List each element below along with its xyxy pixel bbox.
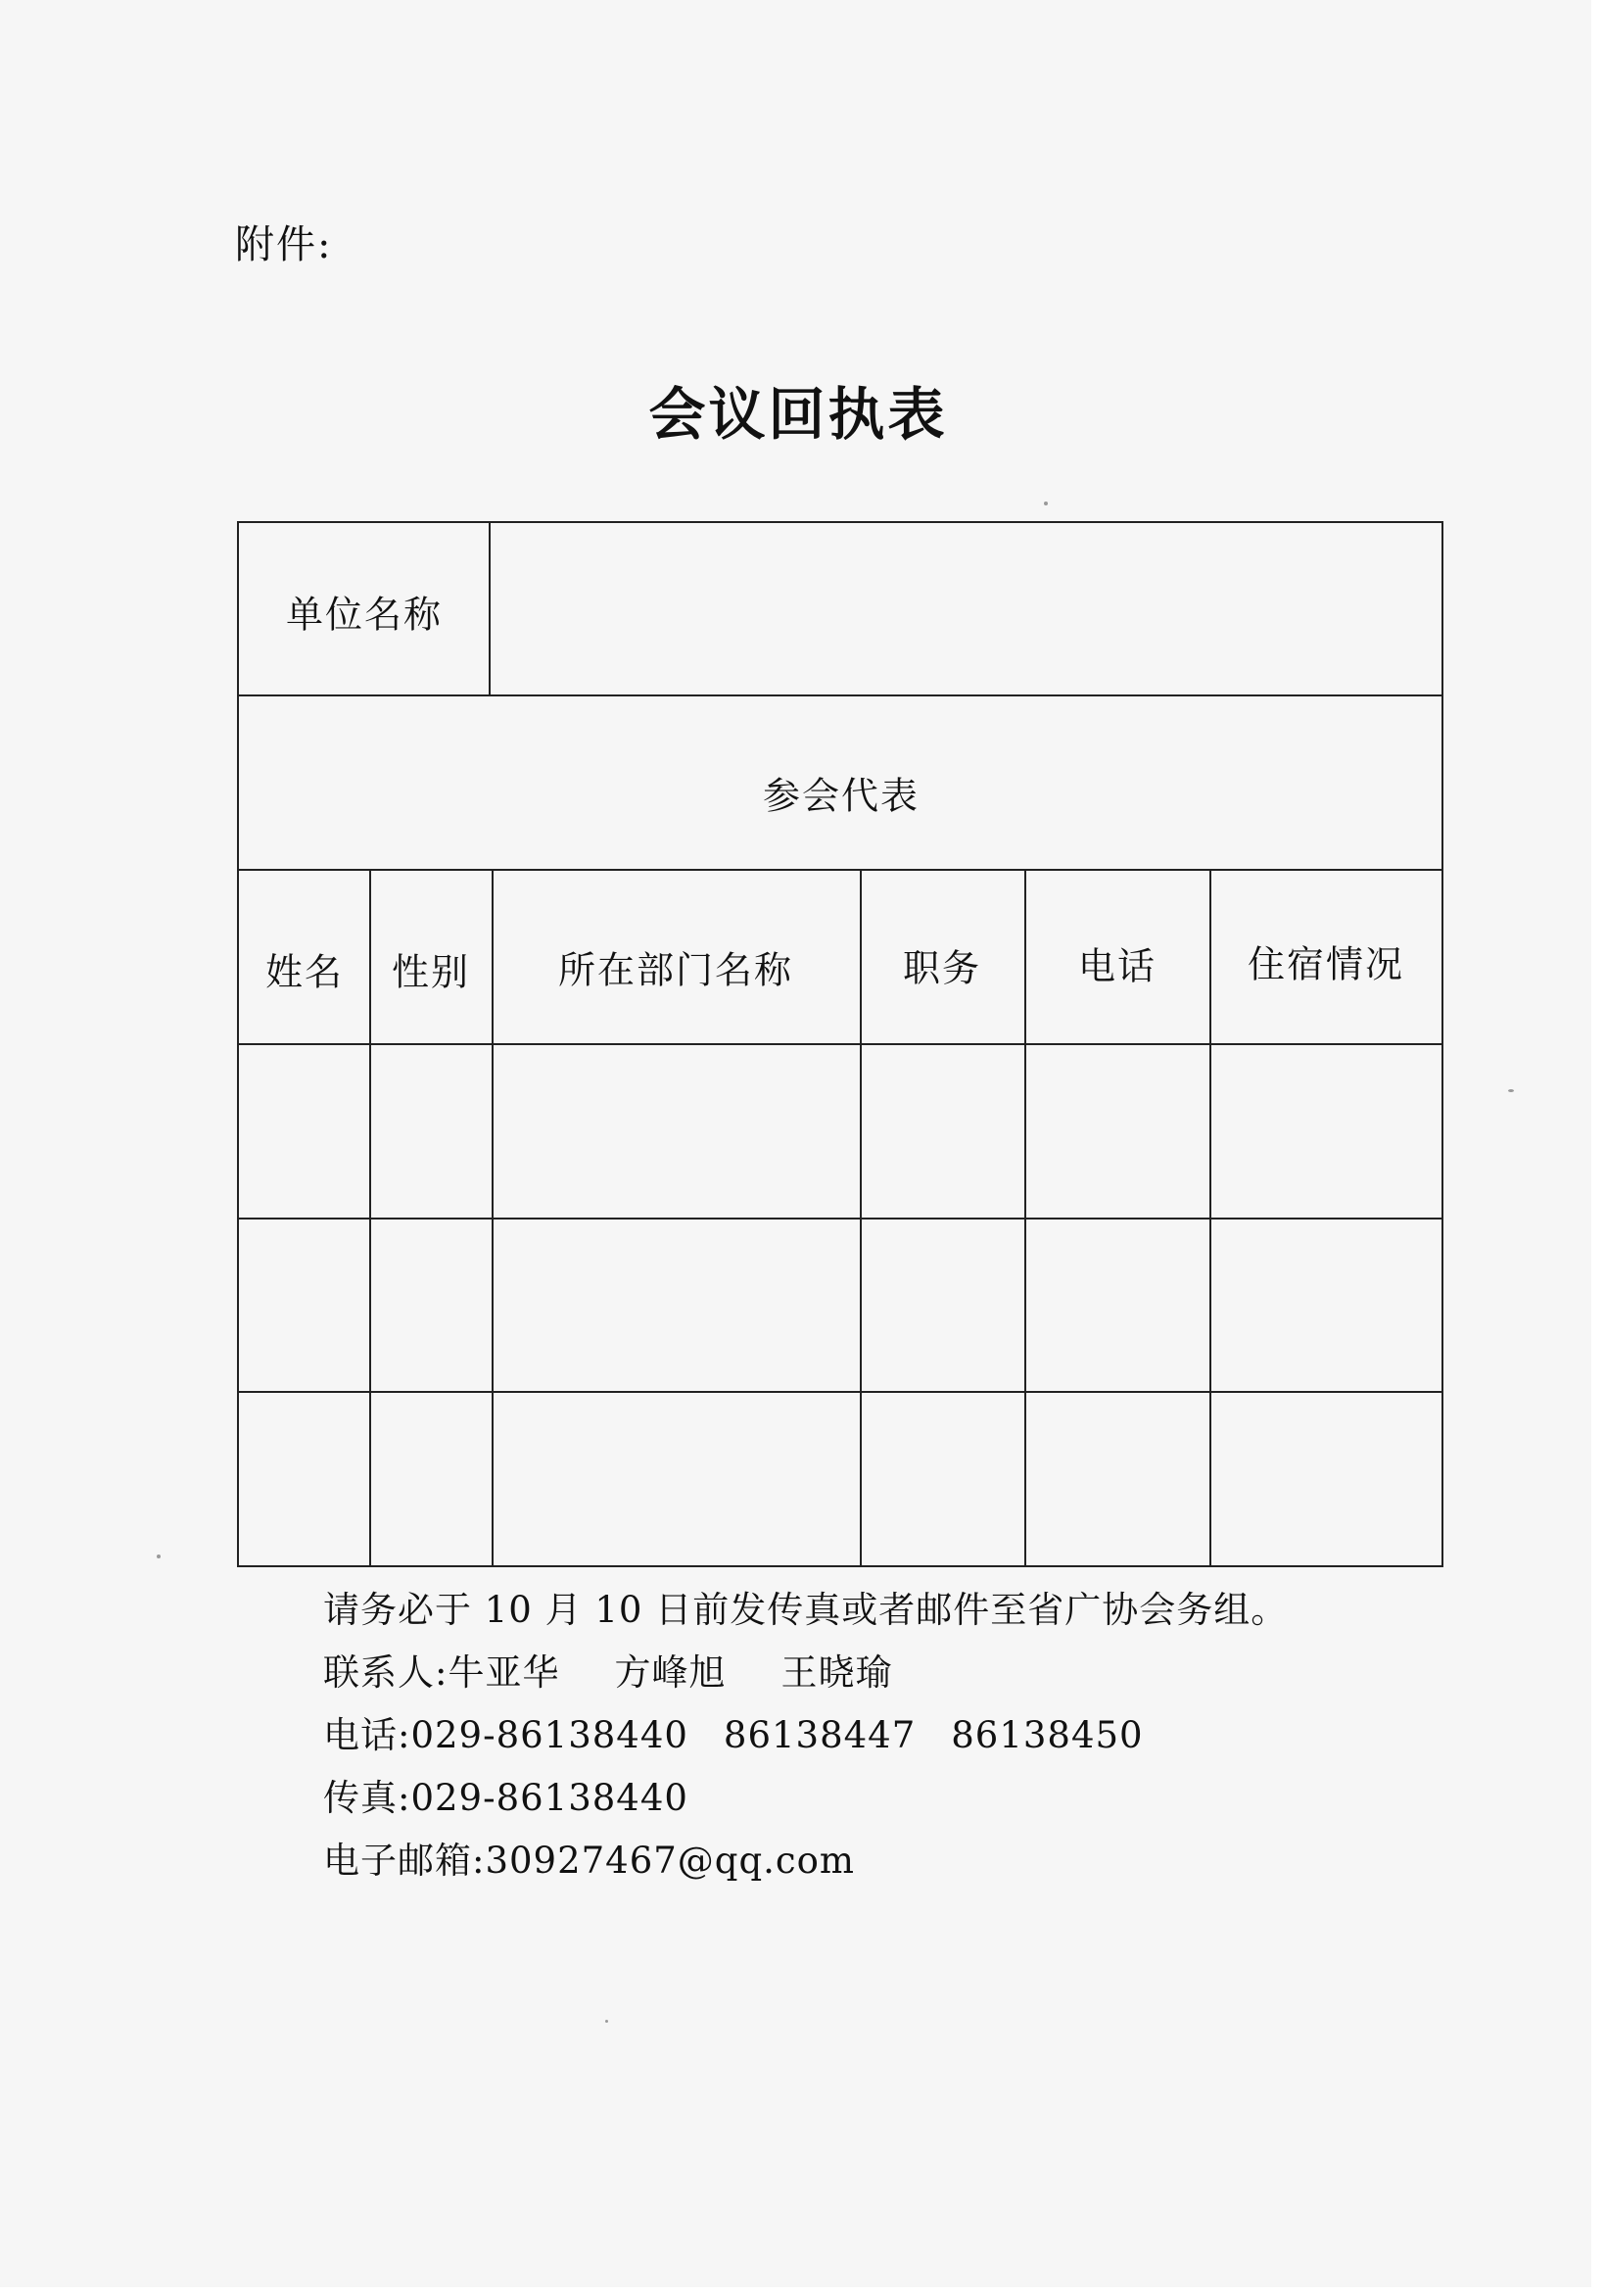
reply-form-table	[237, 521, 1443, 1567]
phone-number: 86138450	[951, 1714, 1144, 1756]
fax-line	[323, 1767, 1288, 1830]
contact-person: 方峰旭	[614, 1651, 727, 1694]
email-line	[323, 1830, 1288, 1892]
column-header-position: 职务	[902, 946, 982, 990]
scan-speck	[157, 1555, 161, 1558]
email-label: 电子邮箱:	[323, 1840, 486, 1882]
column-header-phone: 电话	[1077, 944, 1157, 988]
row-divider	[239, 869, 1441, 871]
phone-number: 029-86138440	[410, 1714, 688, 1756]
table-cell-position[interactable]	[862, 1393, 1024, 1565]
contact-person: 牛亚华	[448, 1651, 560, 1694]
table-cell-gender[interactable]	[371, 1220, 492, 1391]
table-cell-phone[interactable]	[1026, 1045, 1209, 1218]
column-divider	[489, 523, 491, 694]
row-divider	[239, 694, 1441, 696]
unit-name-label: 单位名称	[285, 593, 444, 637]
table-cell-name[interactable]	[239, 1045, 369, 1218]
contact-person: 王晓瑜	[780, 1651, 893, 1694]
scan-speck	[605, 2020, 608, 2023]
contact-info	[323, 1579, 1288, 1892]
table-cell-accommodation[interactable]	[1211, 1045, 1441, 1218]
column-header-department: 所在部门名称	[557, 948, 794, 992]
column-header-name: 姓名	[264, 950, 345, 994]
contacts-line	[323, 1642, 1288, 1704]
table-cell-gender[interactable]	[371, 1393, 492, 1565]
phone-line	[323, 1704, 1288, 1767]
column-header-accommodation: 住宿情况	[1247, 942, 1405, 986]
phone-number: 86138447	[723, 1714, 917, 1756]
table-cell-department[interactable]	[494, 1045, 860, 1218]
table-cell-department[interactable]	[494, 1393, 860, 1565]
table-cell-position[interactable]	[862, 1220, 1024, 1391]
table-cell-accommodation[interactable]	[1211, 1220, 1441, 1391]
table-cell-name[interactable]	[239, 1393, 369, 1565]
page-margin	[1591, 0, 1606, 2296]
table-cell-department[interactable]	[494, 1220, 860, 1391]
contacts-label: 联系人:	[323, 1651, 449, 1694]
table-cell-phone[interactable]	[1026, 1220, 1209, 1391]
column-header-gender: 性别	[391, 950, 471, 994]
delegates-label: 参会代表	[762, 774, 921, 818]
phone-label: 电话:	[323, 1714, 411, 1756]
table-cell-gender[interactable]	[371, 1045, 492, 1218]
scan-speck	[1044, 502, 1048, 505]
table-cell-phone[interactable]	[1026, 1393, 1209, 1565]
table-cell-position[interactable]	[862, 1045, 1024, 1218]
attachment-label: 附件:	[235, 222, 333, 267]
page-title: 会议回执表	[648, 381, 948, 448]
fax-number: 029-86138440	[410, 1777, 688, 1819]
table-cell-name[interactable]	[239, 1220, 369, 1391]
fax-label: 传真:	[323, 1777, 411, 1819]
email-address: 30927467@qq.com	[485, 1840, 856, 1882]
scan-speck	[1508, 1089, 1514, 1092]
unit-name-field[interactable]	[492, 523, 1441, 694]
table-cell-accommodation[interactable]	[1211, 1393, 1441, 1565]
deadline-note: 请务必于 10 月 10 日前发传真或者邮件至省广协会务组。	[323, 1589, 1289, 1631]
